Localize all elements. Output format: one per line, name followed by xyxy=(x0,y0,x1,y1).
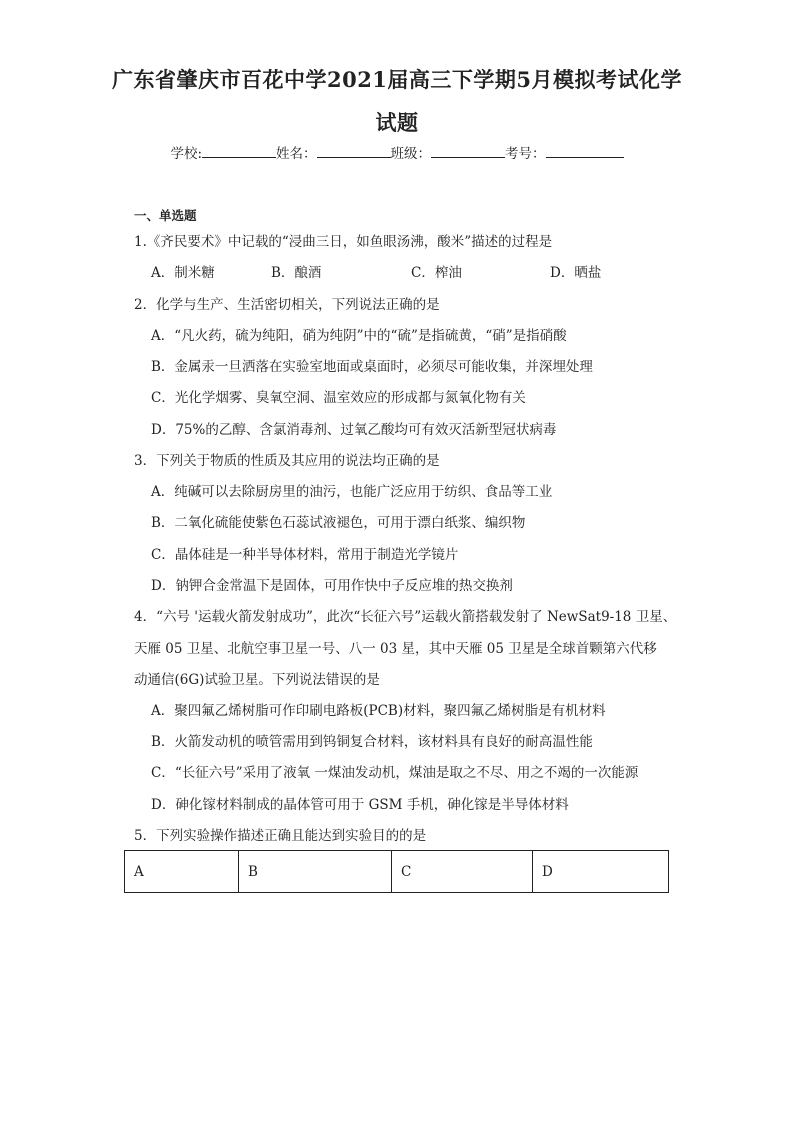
q2-option-a: A．“凡火药，硫为纯阳，硝为纯阴”中的“硫”是指硫黄，“硝”是指硝酸 xyxy=(151,328,567,344)
q5-options-table xyxy=(124,850,669,893)
section-heading: 一、单选题 xyxy=(134,208,197,223)
q2-option-d: D．75%的乙醇、含氯消毒剂、过氧乙酸均可有效灭活新型冠状病毒 xyxy=(151,422,557,438)
q5-cell-a: A xyxy=(125,851,239,893)
q4-stem-line2: 天雁 05 卫星、北航空事卫星一号、八一 03 星，其中天雁 05 卫星是全球首颗第六代移 xyxy=(134,641,657,657)
exam-no-blank[interactable] xyxy=(546,143,624,158)
q4-option-c: C．“长征六号”采用了液氧 一煤油发动机，煤油是取之不尽、用之不竭的一次能源 xyxy=(151,765,639,781)
q4-option-b: B．火箭发动机的喷管需用到钨铜复合材料，该材料具有良好的耐高温性能 xyxy=(151,734,593,750)
q3-option-b: B．二氧化硫能使紫色石蕊试液褪色，可用于漂白纸浆、编织物 xyxy=(151,515,526,531)
q3-option-c: C．晶体硅是一种半导体材料，常用于制造光学镜片 xyxy=(151,547,459,563)
q4-option-a: A．聚四氟乙烯树脂可作印刷电路板(PCB)材料，聚四氟乙烯树脂是有机材料 xyxy=(151,703,606,719)
q2-option-c: C．光化学烟雾、臭氧空洞、温室效应的形成都与氮氧化物有关 xyxy=(151,390,526,406)
school-blank[interactable] xyxy=(202,143,276,158)
q5-cell-b: B xyxy=(239,851,392,893)
q1-option-c: C．榨油 xyxy=(411,265,462,281)
q3-option-a: A．纯碱可以去除厨房里的油污，也能广泛应用于纺织、食品等工业 xyxy=(151,484,553,500)
q2-option-b: B．金属汞一旦洒落在实验室地面或桌面时，必须尽可能收集，并深埋处理 xyxy=(151,359,593,375)
q4-option-d: D．砷化镓材料制成的晶体管可用于 GSM 手机，砷化镓是半导体材料 xyxy=(151,797,569,813)
q3-stem: 3．下列关于物质的性质及其应用的说法均正确的是 xyxy=(134,453,440,469)
q1-option-b: B．酿酒 xyxy=(271,265,322,281)
q1-option-d: D．晒盐 xyxy=(550,265,602,281)
student-info-line xyxy=(0,143,794,164)
class-label: 班级： xyxy=(390,146,432,162)
q3-option-d: D．钠钾合金常温下是固体，可用作快中子反应堆的热交换剂 xyxy=(151,578,513,594)
school-label: 学校: xyxy=(170,146,203,162)
table-row xyxy=(125,851,669,893)
class-blank[interactable] xyxy=(431,143,505,158)
exam-title-line2: 试题 xyxy=(375,110,419,135)
q4-stem-line3: 动通信(6G)试验卫星。下列说法错误的是 xyxy=(134,672,380,688)
q5-cell-c: C xyxy=(392,851,533,893)
exam-title-line1: 广东省肇庆市百花中学2021届高三下学期5月模拟考试化学 xyxy=(111,67,683,92)
name-label: 姓名： xyxy=(276,146,317,162)
q2-stem: 2．化学与生产、生活密切相关，下列说法正确的是 xyxy=(134,297,440,313)
q1-stem: 1.《齐民要术》中记载的“浸曲三日，如鱼眼汤沸，酸米”描述的过程是 xyxy=(134,234,553,250)
q5-cell-d: D xyxy=(533,851,669,893)
q1-option-a: A．制米糖 xyxy=(151,265,215,281)
name-blank[interactable] xyxy=(317,143,391,158)
exam-no-label: 考号： xyxy=(505,146,546,162)
q5-stem: 5．下列实验操作描述正确且能达到实验目的的是 xyxy=(134,828,427,844)
q4-stem-line1: 4．“六号 '运载火箭发射成功”，此次“长征六号”运载火箭搭载发射了 NewSat9-18 卫星、 xyxy=(134,609,677,625)
